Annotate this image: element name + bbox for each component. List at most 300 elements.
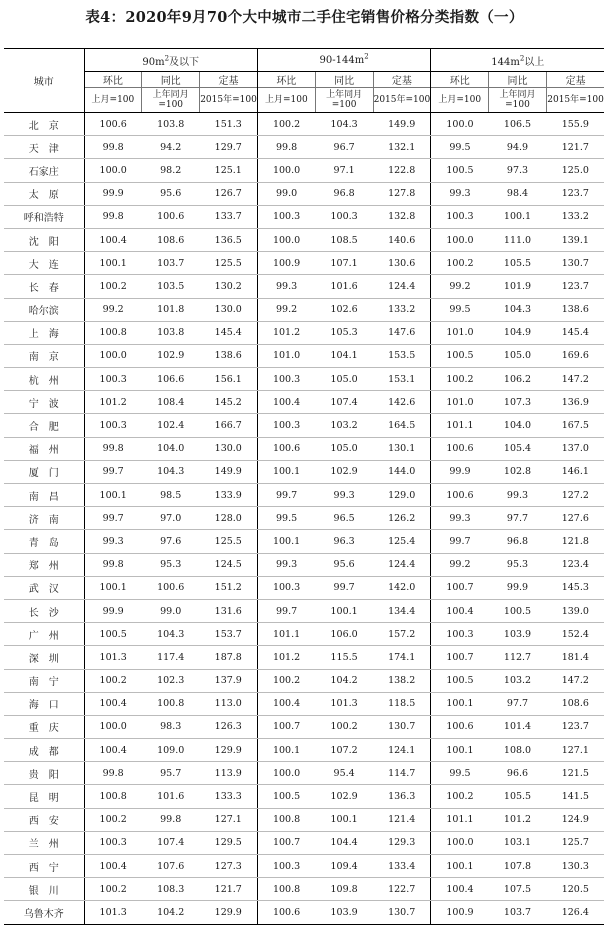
index-value: 123.7 — [546, 715, 604, 738]
city-name: 大 连 — [4, 252, 84, 275]
index-value: 104.9 — [489, 321, 547, 344]
table-row — [4, 785, 604, 808]
city-name: 乌鲁木齐 — [4, 901, 84, 924]
index-value: 100.1 — [84, 576, 142, 599]
index-value: 95.3 — [489, 553, 547, 576]
city-name: 西 安 — [4, 808, 84, 831]
index-value: 107.6 — [142, 855, 200, 878]
index-value: 137.0 — [546, 437, 604, 460]
index-value: 126.4 — [546, 901, 604, 924]
index-value: 121.8 — [546, 530, 604, 553]
index-value: 136.9 — [546, 391, 604, 414]
index-value: 118.5 — [373, 692, 431, 715]
index-value: 100.2 — [431, 368, 489, 391]
index-value: 103.9 — [315, 901, 373, 924]
index-value: 101.1 — [257, 623, 315, 646]
index-value: 99.8 — [84, 762, 142, 785]
index-value: 125.5 — [200, 252, 258, 275]
index-value: 125.7 — [546, 831, 604, 854]
base-label-yoy: 上年同月=100 — [142, 88, 200, 113]
index-value: 140.6 — [373, 228, 431, 251]
table-row — [4, 113, 604, 136]
index-value: 101.1 — [431, 414, 489, 437]
index-value: 97.7 — [489, 692, 547, 715]
index-value: 99.7 — [257, 599, 315, 622]
city-name: 杭 州 — [4, 368, 84, 391]
index-value: 107.5 — [489, 878, 547, 901]
index-value: 132.8 — [373, 205, 431, 228]
index-value: 127.3 — [200, 855, 258, 878]
index-value: 105.0 — [315, 437, 373, 460]
index-value: 141.5 — [546, 785, 604, 808]
index-value: 155.9 — [546, 113, 604, 136]
table-row — [4, 715, 604, 738]
index-value: 102.8 — [489, 460, 547, 483]
index-value: 164.5 — [373, 414, 431, 437]
city-name: 南 宁 — [4, 669, 84, 692]
index-value: 101.3 — [84, 901, 142, 924]
index-value: 107.2 — [315, 739, 373, 762]
index-value: 98.4 — [489, 182, 547, 205]
index-value: 103.2 — [489, 669, 547, 692]
index-value: 121.7 — [546, 136, 604, 159]
table-row — [4, 808, 604, 831]
city-name: 石家庄 — [4, 159, 84, 182]
index-value: 174.1 — [373, 646, 431, 669]
index-value: 104.1 — [315, 344, 373, 367]
index-value: 147.2 — [546, 669, 604, 692]
index-value: 104.2 — [142, 901, 200, 924]
index-value: 100.0 — [431, 113, 489, 136]
index-value: 108.4 — [142, 391, 200, 414]
index-value: 153.1 — [373, 368, 431, 391]
city-name: 南 昌 — [4, 484, 84, 507]
index-value: 101.6 — [142, 785, 200, 808]
index-value: 100.3 — [257, 368, 315, 391]
index-value: 99.3 — [431, 507, 489, 530]
index-value: 121.4 — [373, 808, 431, 831]
index-value: 100.4 — [84, 739, 142, 762]
index-value: 125.0 — [546, 159, 604, 182]
base-label-mom: 上月=100 — [257, 88, 315, 113]
index-value: 107.1 — [315, 252, 373, 275]
index-value: 95.4 — [315, 762, 373, 785]
table-row — [4, 530, 604, 553]
city-name: 沈 阳 — [4, 228, 84, 251]
index-value: 117.4 — [142, 646, 200, 669]
table-row — [4, 484, 604, 507]
index-value: 145.4 — [546, 321, 604, 344]
index-value: 100.0 — [431, 228, 489, 251]
index-value: 97.6 — [142, 530, 200, 553]
sub-header-yoy: 同比 — [315, 72, 373, 88]
table-row — [4, 553, 604, 576]
sub-header-base: 定基 — [565, 76, 586, 87]
index-value: 130.3 — [546, 855, 604, 878]
index-value: 100.1 — [84, 484, 142, 507]
index-value: 144.0 — [373, 460, 431, 483]
index-value: 95.6 — [315, 553, 373, 576]
index-value: 105.5 — [489, 252, 547, 275]
city-name: 深 圳 — [4, 646, 84, 669]
index-value: 96.3 — [315, 530, 373, 553]
index-value: 111.0 — [489, 228, 547, 251]
index-value: 108.3 — [142, 878, 200, 901]
table-row — [4, 762, 604, 785]
index-value: 124.5 — [200, 553, 258, 576]
index-value: 129.7 — [200, 136, 258, 159]
index-value: 133.9 — [200, 484, 258, 507]
index-value: 99.2 — [257, 298, 315, 321]
index-value: 100.8 — [257, 878, 315, 901]
index-value: 100.2 — [257, 669, 315, 692]
index-value: 122.7 — [373, 878, 431, 901]
index-value: 99.7 — [431, 530, 489, 553]
city-name: 昆 明 — [4, 785, 84, 808]
index-value: 97.0 — [142, 507, 200, 530]
index-value: 97.1 — [315, 159, 373, 182]
city-name: 济 南 — [4, 507, 84, 530]
index-value: 94.2 — [142, 136, 200, 159]
index-value: 100.7 — [431, 646, 489, 669]
city-name: 长 沙 — [4, 599, 84, 622]
index-value: 100.6 — [257, 901, 315, 924]
index-value: 132.1 — [373, 136, 431, 159]
index-value: 100.1 — [257, 460, 315, 483]
index-value: 104.4 — [315, 831, 373, 854]
base-label-2015: 2015年=100 — [546, 88, 604, 113]
index-value: 101.6 — [315, 275, 373, 298]
index-value: 99.2 — [431, 553, 489, 576]
city-name: 贵 阳 — [4, 762, 84, 785]
index-value: 103.1 — [489, 831, 547, 854]
city-name: 哈尔滨 — [4, 298, 84, 321]
index-value: 121.7 — [200, 878, 258, 901]
index-value: 103.9 — [489, 623, 547, 646]
index-value: 142.6 — [373, 391, 431, 414]
index-value: 100.8 — [257, 808, 315, 831]
index-value: 129.0 — [373, 484, 431, 507]
city-name: 太 原 — [4, 182, 84, 205]
index-value: 107.3 — [489, 391, 547, 414]
index-value: 99.7 — [84, 460, 142, 483]
index-value: 145.2 — [200, 391, 258, 414]
table-row — [4, 623, 604, 646]
index-value: 100.8 — [84, 321, 142, 344]
index-value: 131.6 — [200, 599, 258, 622]
index-value: 156.1 — [200, 368, 258, 391]
index-value: 100.2 — [315, 715, 373, 738]
index-value: 100.0 — [257, 762, 315, 785]
index-value: 146.1 — [546, 460, 604, 483]
index-value: 97.7 — [489, 507, 547, 530]
index-value: 104.2 — [315, 669, 373, 692]
index-value: 125.5 — [200, 530, 258, 553]
price-index-table — [4, 48, 604, 925]
index-value: 123.4 — [546, 553, 604, 576]
index-value: 102.6 — [315, 298, 373, 321]
city-name: 青 岛 — [4, 530, 84, 553]
index-value: 129.3 — [373, 831, 431, 854]
city-name: 成 都 — [4, 739, 84, 762]
index-value: 103.7 — [489, 901, 547, 924]
index-value: 100.3 — [257, 414, 315, 437]
index-value: 107.8 — [489, 855, 547, 878]
city-name: 南 京 — [4, 344, 84, 367]
index-value: 99.8 — [84, 437, 142, 460]
index-value: 130.0 — [200, 437, 258, 460]
index-value: 104.0 — [489, 414, 547, 437]
index-value: 113.9 — [200, 762, 258, 785]
index-value: 100.0 — [84, 159, 142, 182]
index-value: 107.4 — [142, 831, 200, 854]
index-value: 100.4 — [431, 878, 489, 901]
index-value: 99.3 — [315, 484, 373, 507]
sub-header-mom: 环比 — [257, 72, 315, 88]
index-value: 100.5 — [257, 785, 315, 808]
index-value: 133.4 — [373, 855, 431, 878]
index-value: 100.1 — [257, 530, 315, 553]
index-value: 127.2 — [546, 484, 604, 507]
index-value: 100.1 — [84, 252, 142, 275]
index-value: 98.5 — [142, 484, 200, 507]
index-value: 149.9 — [200, 460, 258, 483]
table-row — [4, 136, 604, 159]
index-value: 106.6 — [142, 368, 200, 391]
index-value: 100.1 — [431, 739, 489, 762]
table-row — [4, 692, 604, 715]
index-value: 108.6 — [142, 228, 200, 251]
index-value: 145.3 — [546, 576, 604, 599]
city-column-header: 城市 — [4, 49, 84, 113]
index-value: 108.0 — [489, 739, 547, 762]
table-row — [4, 669, 604, 692]
table-row — [4, 437, 604, 460]
index-value: 105.3 — [315, 321, 373, 344]
table-row — [4, 646, 604, 669]
index-value: 102.9 — [315, 460, 373, 483]
index-value: 121.5 — [546, 762, 604, 785]
index-value: 100.1 — [431, 692, 489, 715]
index-value: 100.3 — [257, 205, 315, 228]
index-value: 149.9 — [373, 113, 431, 136]
table-row — [4, 901, 604, 924]
index-value: 107.4 — [315, 391, 373, 414]
index-value: 96.5 — [315, 507, 373, 530]
base-label-mom: 上月=100 — [84, 88, 142, 113]
index-value: 99.7 — [315, 576, 373, 599]
table-row — [4, 228, 604, 251]
index-value: 98.2 — [142, 159, 200, 182]
city-name: 广 州 — [4, 623, 84, 646]
table-row — [4, 391, 604, 414]
index-value: 100.3 — [84, 368, 142, 391]
index-value: 103.8 — [142, 321, 200, 344]
index-value: 167.5 — [546, 414, 604, 437]
index-value: 99.8 — [84, 205, 142, 228]
index-value: 129.9 — [200, 739, 258, 762]
index-value: 123.7 — [546, 275, 604, 298]
index-value: 127.8 — [373, 182, 431, 205]
index-value: 100.9 — [257, 252, 315, 275]
index-value: 102.9 — [142, 344, 200, 367]
group-header-90: $90m^2$及以下 — [84, 49, 257, 72]
index-value: 100.3 — [257, 855, 315, 878]
index-value: 138.6 — [200, 344, 258, 367]
table-row — [4, 159, 604, 182]
city-name: 天 津 — [4, 136, 84, 159]
index-value: 99.8 — [84, 136, 142, 159]
index-value: 100.6 — [257, 437, 315, 460]
index-value: 100.3 — [315, 205, 373, 228]
index-value: 126.3 — [200, 715, 258, 738]
index-value: 102.9 — [315, 785, 373, 808]
table-row — [4, 460, 604, 483]
index-value: 104.3 — [315, 113, 373, 136]
sub-header-mom: 环比 — [431, 72, 489, 88]
index-value: 100.3 — [84, 414, 142, 437]
index-value: 169.6 — [546, 344, 604, 367]
table-row — [4, 414, 604, 437]
index-value: 99.3 — [84, 530, 142, 553]
index-value: 100.3 — [84, 831, 142, 854]
index-value: 130.0 — [200, 298, 258, 321]
group-header-90-144: $90-144m^2$ — [257, 49, 430, 72]
index-value: 99.9 — [84, 599, 142, 622]
index-value: 104.3 — [142, 623, 200, 646]
index-value: 101.1 — [431, 808, 489, 831]
city-name: 郑 州 — [4, 553, 84, 576]
index-value: 136.3 — [373, 785, 431, 808]
index-value: 187.8 — [200, 646, 258, 669]
index-value: 100.1 — [257, 739, 315, 762]
table-row — [4, 321, 604, 344]
index-value: 99.3 — [489, 484, 547, 507]
index-value: 100.2 — [257, 113, 315, 136]
base-label-yoy: 上年同月=100 — [315, 88, 373, 113]
index-value: 101.3 — [315, 692, 373, 715]
index-value: 101.2 — [489, 808, 547, 831]
index-value: 100.6 — [431, 484, 489, 507]
index-value: 100.7 — [257, 715, 315, 738]
index-value: 151.2 — [200, 576, 258, 599]
index-value: 153.5 — [373, 344, 431, 367]
index-value: 100.8 — [84, 785, 142, 808]
index-value: 100.4 — [84, 692, 142, 715]
index-value: 124.4 — [373, 553, 431, 576]
index-value: 101.3 — [84, 646, 142, 669]
index-value: 108.6 — [546, 692, 604, 715]
index-value: 100.2 — [84, 878, 142, 901]
city-name: 上 海 — [4, 321, 84, 344]
index-value: 100.5 — [431, 159, 489, 182]
city-name: 宁 波 — [4, 391, 84, 414]
index-value: 102.4 — [142, 414, 200, 437]
index-value: 100.4 — [431, 599, 489, 622]
sub-header-yoy: 同比 — [489, 72, 547, 88]
index-value: 105.5 — [489, 785, 547, 808]
index-value: 130.7 — [546, 252, 604, 275]
index-value: 100.2 — [84, 669, 142, 692]
city-name: 海 口 — [4, 692, 84, 715]
index-value: 103.7 — [142, 252, 200, 275]
index-value: 100.5 — [431, 344, 489, 367]
index-value: 99.7 — [257, 484, 315, 507]
index-value: 99.9 — [431, 460, 489, 483]
index-value: 123.7 — [546, 182, 604, 205]
index-value: 100.0 — [257, 228, 315, 251]
index-value: 137.9 — [200, 669, 258, 692]
index-value: 127.1 — [546, 739, 604, 762]
index-value: 105.0 — [489, 344, 547, 367]
city-name: 呼和浩特 — [4, 205, 84, 228]
table-row — [4, 855, 604, 878]
index-value: 96.7 — [315, 136, 373, 159]
index-value: 98.3 — [142, 715, 200, 738]
index-value: 96.8 — [315, 182, 373, 205]
index-value: 100.2 — [431, 785, 489, 808]
index-value: 101.0 — [431, 391, 489, 414]
index-value: 125.4 — [373, 530, 431, 553]
index-value: 100.6 — [431, 437, 489, 460]
table-row — [4, 878, 604, 901]
index-value: 99.9 — [84, 182, 142, 205]
index-value: 100.4 — [257, 391, 315, 414]
index-value: 101.0 — [257, 344, 315, 367]
index-value: 129.5 — [200, 831, 258, 854]
base-label-mom: 上月=100 — [431, 88, 489, 113]
index-value: 99.2 — [84, 298, 142, 321]
table-row — [4, 599, 604, 622]
index-value: 133.2 — [546, 205, 604, 228]
sub-header-mom: 环比 — [84, 72, 142, 88]
city-name: 银 川 — [4, 878, 84, 901]
table-row — [4, 368, 604, 391]
index-value: 133.7 — [200, 205, 258, 228]
index-value: 99.0 — [257, 182, 315, 205]
index-value: 109.8 — [315, 878, 373, 901]
city-name: 厦 门 — [4, 460, 84, 483]
index-value: 100.3 — [431, 623, 489, 646]
index-value: 99.7 — [84, 507, 142, 530]
table-row — [4, 831, 604, 854]
index-value: 126.2 — [373, 507, 431, 530]
index-value: 99.5 — [431, 298, 489, 321]
index-value: 136.5 — [200, 228, 258, 251]
index-value: 125.1 — [200, 159, 258, 182]
table-row — [4, 576, 604, 599]
index-value: 95.6 — [142, 182, 200, 205]
city-name: 合 肥 — [4, 414, 84, 437]
index-value: 100.3 — [257, 576, 315, 599]
index-value: 100.6 — [142, 576, 200, 599]
city-name: 西 宁 — [4, 855, 84, 878]
index-value: 139.0 — [546, 599, 604, 622]
index-value: 99.3 — [257, 275, 315, 298]
index-value: 130.6 — [373, 252, 431, 275]
table-row — [4, 739, 604, 762]
index-value: 100.0 — [431, 831, 489, 854]
index-value: 138.6 — [546, 298, 604, 321]
index-value: 109.0 — [142, 739, 200, 762]
index-value: 127.1 — [200, 808, 258, 831]
index-value: 130.2 — [200, 275, 258, 298]
index-value: 105.4 — [489, 437, 547, 460]
index-value: 166.7 — [200, 414, 258, 437]
index-value: 101.9 — [489, 275, 547, 298]
city-name: 兰 州 — [4, 831, 84, 854]
sub-header-yoy: 同比 — [142, 72, 200, 88]
